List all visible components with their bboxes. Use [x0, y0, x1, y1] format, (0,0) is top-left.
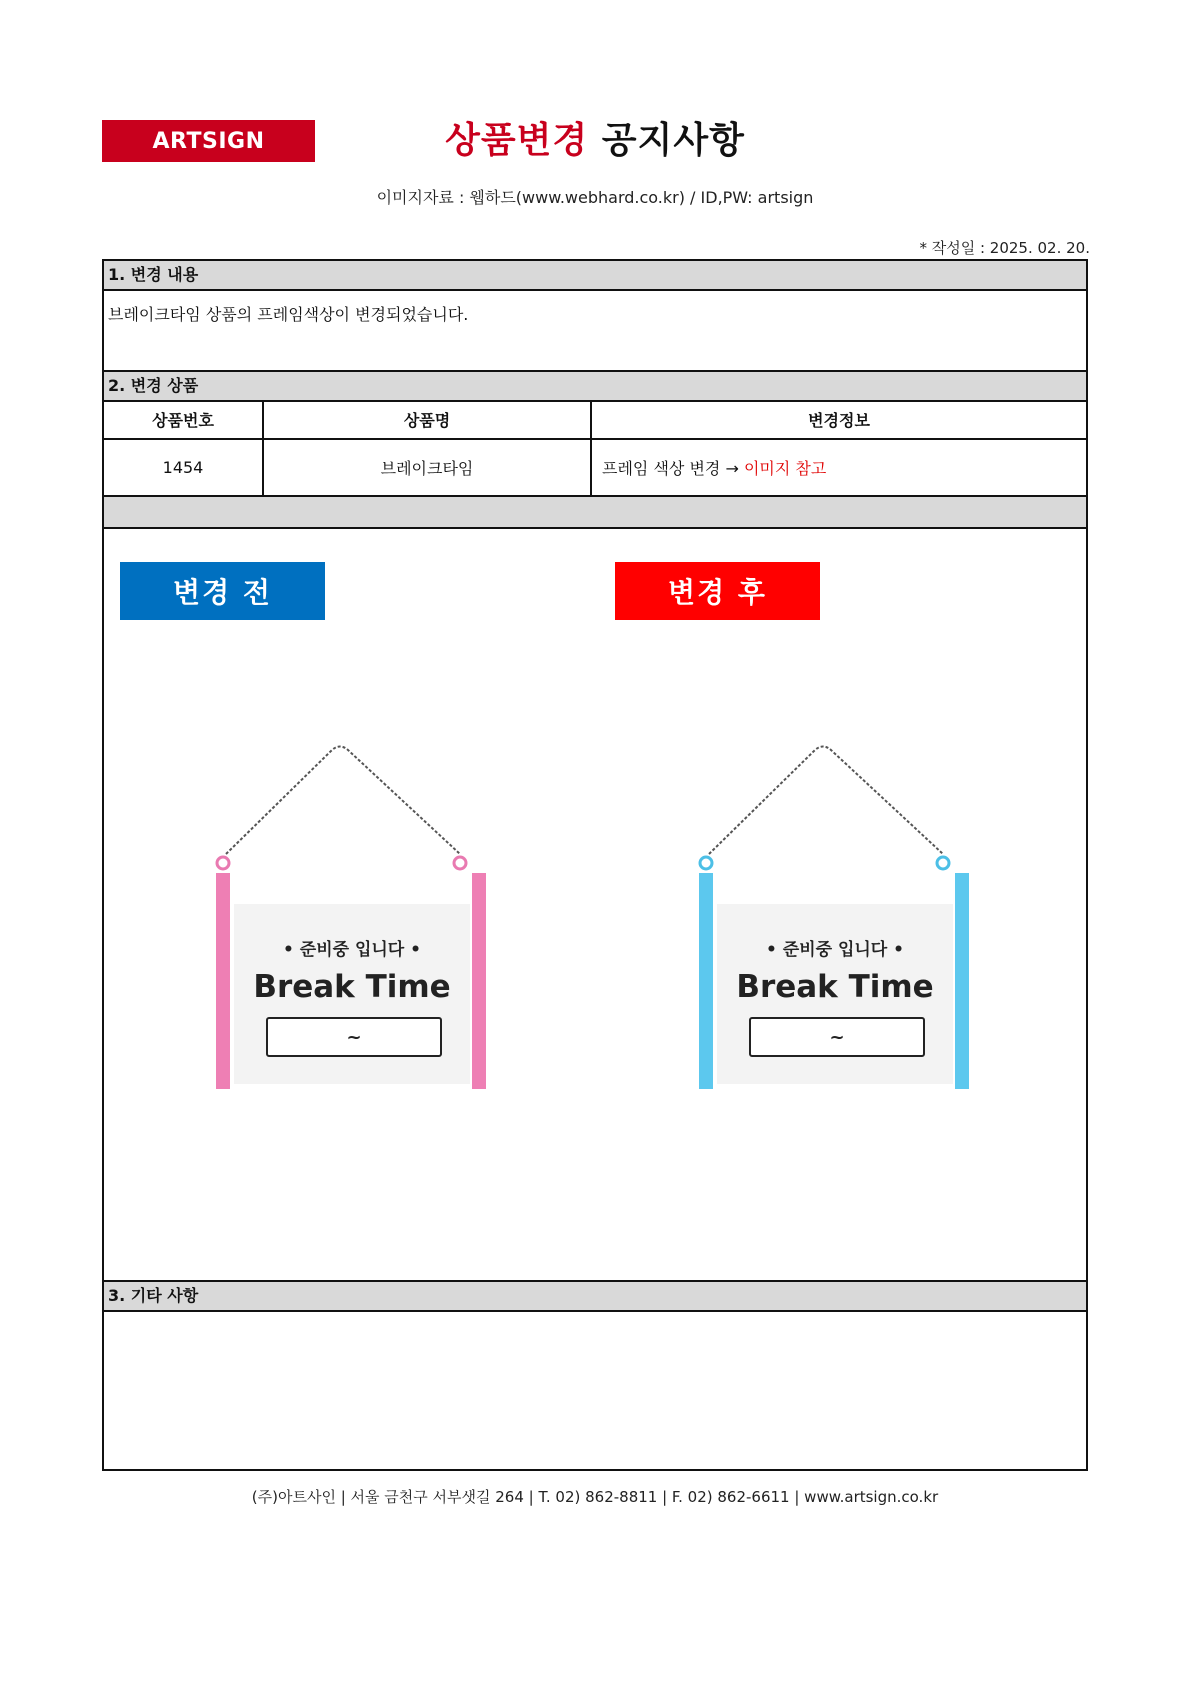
page-title — [0, 112, 1190, 163]
notice-frame — [102, 259, 1088, 1471]
hook-right-after — [937, 857, 949, 869]
product-info — [592, 440, 1086, 497]
sign-before-image — [210, 739, 490, 1093]
frame-right-after — [955, 873, 969, 1089]
chain-before — [226, 747, 460, 855]
section1-heading: 1. 변경 내용 — [104, 259, 1086, 291]
title-red: 상품변경 — [445, 120, 589, 161]
sign-line2-after: Break Time — [736, 969, 934, 1005]
product-number: 1454 — [104, 440, 264, 497]
sign-line3-after: ~ — [829, 1027, 845, 1048]
sign-after-image — [693, 739, 973, 1093]
info-prefix: 프레임 색상 변경 → — [602, 459, 739, 478]
sign-line3-before: ~ — [346, 1027, 362, 1048]
col-number-header: 상품번호 — [104, 400, 264, 440]
frame-right-before — [472, 873, 486, 1089]
after-badge: 변경 후 — [615, 562, 820, 620]
frame-left-before — [216, 873, 230, 1089]
sign-line1-before: • 준비중 입니다 • — [282, 940, 422, 960]
sign-line1-after: • 준비중 입니다 • — [765, 940, 905, 960]
hook-right-before — [454, 857, 466, 869]
info-highlight: 이미지 참고 — [743, 459, 827, 478]
subtitle: 이미지자료 : 웹하드(www.webhard.co.kr) / ID,PW: artsign — [376, 188, 814, 207]
chain-after — [709, 747, 943, 855]
section2-heading: 2. 변경 상품 — [104, 370, 1086, 402]
title-black: 공지사항 — [601, 120, 745, 161]
artsign-logo: ARTSIGN — [102, 120, 315, 162]
col-info-header: 변경정보 — [592, 400, 1086, 440]
hook-left-after — [700, 857, 712, 869]
before-badge: 변경 전 — [120, 562, 325, 620]
section1-body: 브레이크타임 상품의 프레임색상이 변경되었습니다. — [108, 305, 469, 324]
col-name-header: 상품명 — [264, 400, 592, 440]
section3-heading: 3. 기타 사항 — [104, 1280, 1086, 1312]
product-name: 브레이크타임 — [264, 440, 592, 497]
frame-left-after — [699, 873, 713, 1089]
date-label: * 작성일 : 2025. 02. 20. — [919, 239, 1090, 257]
hook-left-before — [217, 857, 229, 869]
footer: (주)아트사인 | 서울 금천구 서부샛길 264 | T. 02) 862-8811 | F. 02) 862-6611 | www.artsign.co.kr — [251, 1488, 939, 1506]
sign-line2-before: Break Time — [253, 969, 451, 1005]
gray-spacer-row — [104, 497, 1086, 529]
